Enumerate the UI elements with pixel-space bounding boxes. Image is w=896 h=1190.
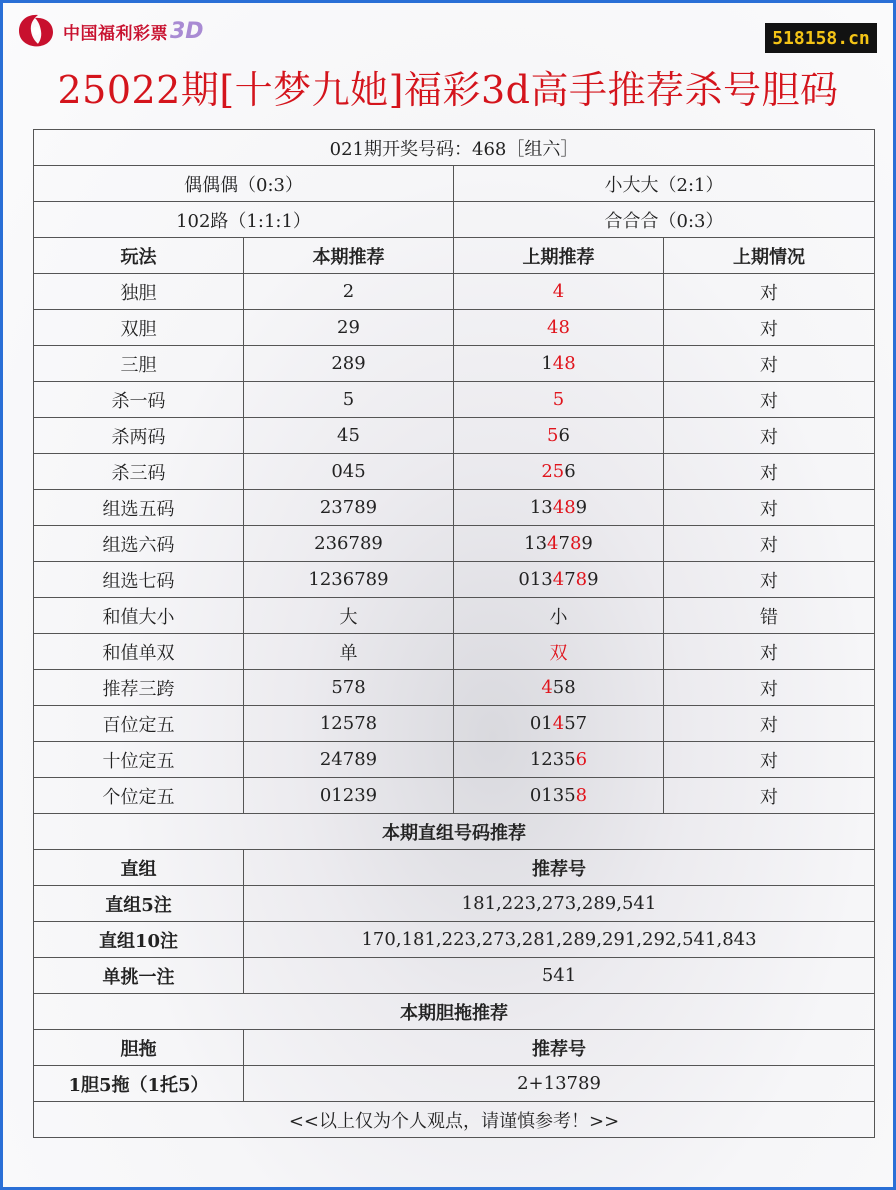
column-header-status: 上期情况 bbox=[664, 238, 875, 274]
previous-pick bbox=[454, 706, 664, 742]
direct-heading-row bbox=[34, 814, 875, 850]
table-row bbox=[34, 706, 875, 742]
table-row bbox=[34, 562, 875, 598]
current-pick: 单 bbox=[244, 634, 454, 670]
previous-pick-hit-digits: 5 bbox=[547, 425, 559, 446]
previous-status: 对 bbox=[664, 490, 875, 526]
previous-pick-hit-digits: 8 bbox=[575, 569, 588, 590]
play-name: 组选五码 bbox=[34, 490, 244, 526]
dantuo-column-header-row bbox=[34, 1030, 875, 1066]
play-name: 独胆 bbox=[34, 274, 244, 310]
previous-pick-digits: 1235 bbox=[529, 749, 576, 770]
dantuo-column-header-type: 胆拖 bbox=[34, 1030, 244, 1066]
direct-column-header-row bbox=[34, 850, 875, 886]
previous-pick-digits: 01 bbox=[529, 713, 553, 734]
previous-status: 对 bbox=[664, 526, 875, 562]
play-name: 和值单双 bbox=[34, 634, 244, 670]
previous-pick-digits: 7 bbox=[558, 533, 570, 554]
previous-pick-hit-digits: 8 bbox=[575, 785, 588, 806]
previous-pick bbox=[454, 778, 664, 814]
table-row bbox=[34, 526, 875, 562]
previous-pick-digits: 6 bbox=[558, 425, 570, 446]
previous-pick-digits: 9 bbox=[587, 569, 599, 590]
previous-pick-digits: 7 bbox=[564, 569, 576, 590]
current-pick: 2 bbox=[244, 274, 454, 310]
column-header-row bbox=[34, 238, 875, 274]
logo-3d-text: 3D bbox=[170, 18, 204, 44]
direct-label: 直组10注 bbox=[34, 922, 244, 958]
direct-heading: 本期直组号码推荐 bbox=[34, 814, 875, 850]
previous-status: 对 bbox=[664, 310, 875, 346]
previous-pick-hit-digits: 48 bbox=[547, 317, 570, 338]
previous-status: 对 bbox=[664, 454, 875, 490]
current-pick: 29 bbox=[244, 310, 454, 346]
previous-status: 对 bbox=[664, 742, 875, 778]
previous-pick-digits: 0135 bbox=[529, 785, 576, 806]
previous-pick-hit-digits: 4 bbox=[552, 569, 565, 590]
current-pick: 1236789 bbox=[244, 562, 454, 598]
previous-pick-digits: 13 bbox=[529, 497, 553, 518]
logo-text: 中国福利彩票 bbox=[63, 23, 168, 44]
direct-label: 单挑一注 bbox=[34, 958, 244, 994]
previous-status: 对 bbox=[664, 706, 875, 742]
dantuo-heading: 本期胆拖推荐 bbox=[34, 994, 875, 1030]
previous-status: 对 bbox=[664, 346, 875, 382]
previous-pick-digits: 6 bbox=[564, 461, 576, 482]
previous-pick-digits: 57 bbox=[564, 713, 588, 734]
previous-pick-digits: 9 bbox=[581, 533, 593, 554]
table-row bbox=[34, 418, 875, 454]
previous-pick-digits: 1 bbox=[541, 353, 553, 374]
dantuo-numbers: 2+13789 bbox=[244, 1066, 875, 1102]
previous-pick-digits: 9 bbox=[575, 497, 588, 518]
play-name: 三胆 bbox=[34, 346, 244, 382]
table-row bbox=[34, 454, 875, 490]
direct-row bbox=[34, 886, 875, 922]
table-row bbox=[34, 598, 875, 634]
draw-result-row bbox=[34, 130, 875, 166]
play-name: 推荐三跨 bbox=[34, 670, 244, 706]
site-badge[interactable]: 518158.cn bbox=[765, 23, 877, 53]
previous-pick-hit-digits: 4 bbox=[552, 281, 565, 302]
previous-status: 错 bbox=[664, 598, 875, 634]
direct-numbers: 170,181,223,273,281,289,291,292,541,843 bbox=[244, 922, 875, 958]
previous-pick bbox=[454, 454, 664, 490]
previous-pick-hit-digits: 5 bbox=[552, 389, 565, 410]
previous-pick-hit-digits: 双 bbox=[549, 642, 568, 664]
dantuo-label: 1胆5拖（1托5） bbox=[34, 1066, 244, 1102]
draw-result: 021期开奖号码：468［组六］ bbox=[34, 130, 875, 166]
page-title: 25022期[十梦九她]福彩3d高手推荐杀号胆码 bbox=[57, 68, 839, 112]
previous-pick-digits: 小 bbox=[549, 606, 568, 628]
previous-pick bbox=[454, 634, 664, 670]
previous-pick-hit-digits: 4 bbox=[547, 533, 559, 554]
table-row bbox=[34, 634, 875, 670]
previous-pick bbox=[454, 310, 664, 346]
current-pick: 01239 bbox=[244, 778, 454, 814]
direct-row bbox=[34, 958, 875, 994]
previous-pick bbox=[454, 526, 664, 562]
column-header-previous: 上期推荐 bbox=[454, 238, 664, 274]
play-name: 组选七码 bbox=[34, 562, 244, 598]
current-pick: 5 bbox=[244, 382, 454, 418]
previous-pick bbox=[454, 598, 664, 634]
direct-label: 直组5注 bbox=[34, 886, 244, 922]
direct-numbers: 181,223,273,289,541 bbox=[244, 886, 875, 922]
direct-row bbox=[34, 922, 875, 958]
table-row bbox=[34, 382, 875, 418]
previous-status: 对 bbox=[664, 562, 875, 598]
play-name: 十位定五 bbox=[34, 742, 244, 778]
previous-pick bbox=[454, 742, 664, 778]
play-name: 杀一码 bbox=[34, 382, 244, 418]
previous-pick bbox=[454, 418, 664, 454]
previous-pick-digits: 58 bbox=[552, 677, 576, 698]
previous-status: 对 bbox=[664, 670, 875, 706]
previous-pick bbox=[454, 274, 664, 310]
previous-pick bbox=[454, 382, 664, 418]
play-name: 双胆 bbox=[34, 310, 244, 346]
current-pick: 12578 bbox=[244, 706, 454, 742]
direct-column-header-type: 直组 bbox=[34, 850, 244, 886]
previous-pick-hit-digits: 25 bbox=[541, 461, 565, 482]
current-pick: 578 bbox=[244, 670, 454, 706]
big-small-pattern: 小大大（2:1） bbox=[454, 166, 875, 202]
prediction-table bbox=[33, 129, 875, 1138]
previous-pick-hit-digits: 6 bbox=[575, 749, 588, 770]
previous-pick-hit-digits: 8 bbox=[569, 533, 582, 554]
current-pick: 大 bbox=[244, 598, 454, 634]
play-name: 和值大小 bbox=[34, 598, 244, 634]
previous-status: 对 bbox=[664, 382, 875, 418]
disclaimer-note: <<以上仅为个人观点，请谨慎参考！>> bbox=[34, 1102, 875, 1138]
play-name: 杀三码 bbox=[34, 454, 244, 490]
table-row bbox=[34, 742, 875, 778]
previous-pick-hit-digits: 4 bbox=[552, 713, 565, 734]
previous-pick bbox=[454, 670, 664, 706]
dantuo-column-header-numbers: 推荐号 bbox=[244, 1030, 875, 1066]
dantuo-heading-row bbox=[34, 994, 875, 1030]
table-row bbox=[34, 778, 875, 814]
current-pick: 23789 bbox=[244, 490, 454, 526]
previous-status: 对 bbox=[664, 634, 875, 670]
welfare-lottery-logo-icon bbox=[13, 11, 57, 51]
current-pick: 236789 bbox=[244, 526, 454, 562]
play-name: 组选六码 bbox=[34, 526, 244, 562]
previous-status: 对 bbox=[664, 778, 875, 814]
odd-even-pattern: 偶偶偶（0:3） bbox=[34, 166, 454, 202]
current-pick: 289 bbox=[244, 346, 454, 382]
shape-row-1 bbox=[34, 166, 875, 202]
shape-row-2 bbox=[34, 202, 875, 238]
previous-pick-digits: 013 bbox=[518, 569, 553, 590]
route-pattern: 102路（1:1:1） bbox=[34, 202, 454, 238]
play-name: 杀两码 bbox=[34, 418, 244, 454]
footer-row bbox=[34, 1102, 875, 1138]
previous-pick-digits: 13 bbox=[524, 533, 548, 554]
current-pick: 24789 bbox=[244, 742, 454, 778]
previous-status: 对 bbox=[664, 418, 875, 454]
previous-pick-hit-digits: 4 bbox=[541, 677, 553, 698]
table-row bbox=[34, 670, 875, 706]
current-pick: 045 bbox=[244, 454, 454, 490]
play-name: 个位定五 bbox=[34, 778, 244, 814]
previous-pick bbox=[454, 562, 664, 598]
table-row bbox=[34, 346, 875, 382]
table-row bbox=[34, 274, 875, 310]
column-header-play: 玩法 bbox=[34, 238, 244, 274]
table-row bbox=[34, 310, 875, 346]
previous-status: 对 bbox=[664, 274, 875, 310]
table-row bbox=[34, 490, 875, 526]
play-name: 百位定五 bbox=[34, 706, 244, 742]
prime-composite-pattern: 合合合（0:3） bbox=[454, 202, 875, 238]
previous-pick-hit-digits: 48 bbox=[552, 497, 576, 518]
previous-pick bbox=[454, 346, 664, 382]
direct-numbers: 541 bbox=[244, 958, 875, 994]
lottery-logo bbox=[13, 11, 204, 51]
current-pick: 45 bbox=[244, 418, 454, 454]
previous-pick bbox=[454, 490, 664, 526]
direct-column-header-numbers: 推荐号 bbox=[244, 850, 875, 886]
previous-pick-hit-digits: 48 bbox=[552, 353, 576, 374]
dantuo-row bbox=[34, 1066, 875, 1102]
column-header-current: 本期推荐 bbox=[244, 238, 454, 274]
